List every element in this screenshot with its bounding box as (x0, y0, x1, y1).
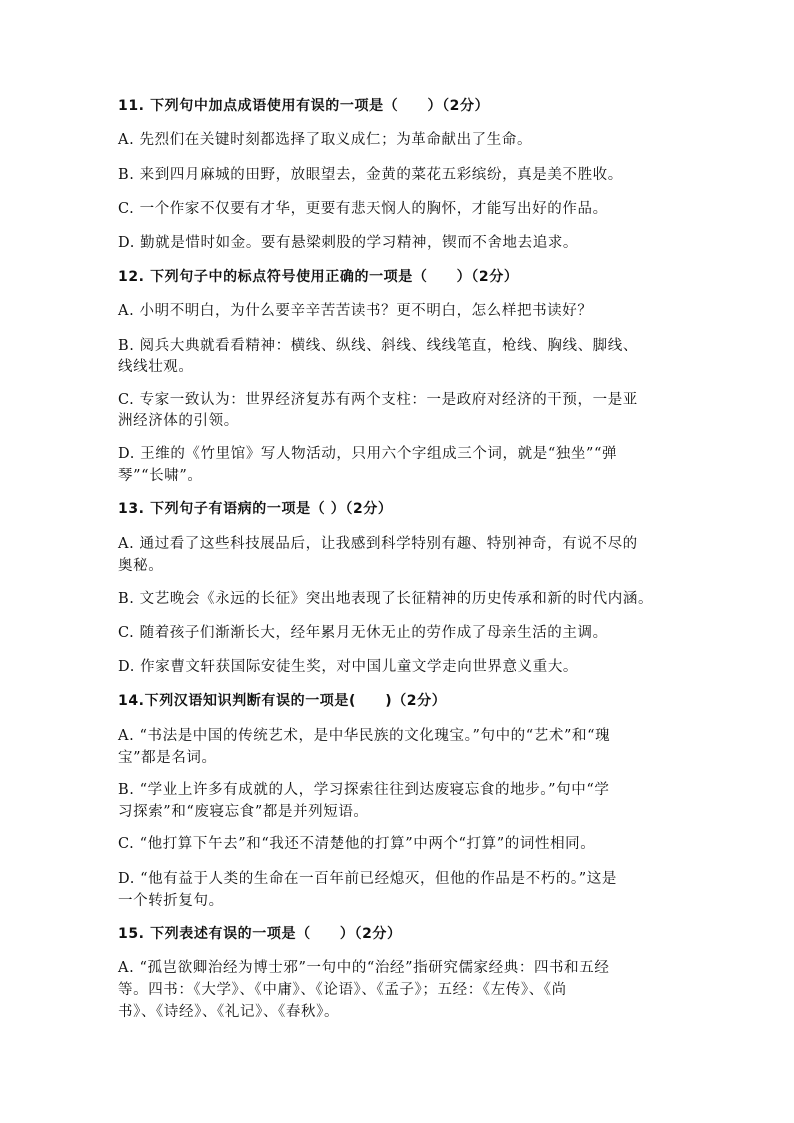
question-11-stem: 11. 下列句中加点成语使用有误的一项是（ ）（2分） (118, 98, 490, 114)
question-11-option-a: A. 先烈们在关键时刻都选择了取义成仁；为革命献出了生命。 (118, 132, 533, 148)
question-13-stem: 13. 下列句子有语病的一项是（ ）（2分） (118, 501, 393, 517)
question-11-option-c: C. 一个作家不仅要有才华，更要有悲天悯人的胸怀，才能写出好的作品。 (118, 201, 608, 217)
question-14-option-c: C. “他打算下午去”和“我还不清楚他的打算”中两个“打算”的词性相同。 (118, 836, 596, 852)
question-14-option-b-line2: 习探索”和“废寝忘食”都是并列短语。 (118, 804, 369, 820)
question-15-option-a-line2: 等。四书：《大学》、《中庸》、《论语》、《孟子》；五经：《左传》、《尚 (118, 982, 567, 998)
question-11-option-b: B. 来到四月麻城的田野，放眼望去，金黄的菜花五彩缤纷，真是美不胜收。 (118, 167, 623, 183)
question-12-stem: 12. 下列句子中的标点符号使用正确的一项是（ ）（2分） (118, 269, 519, 285)
question-12-option-a: A. 小明不明白，为什么要辛辛苦苦读书？更不明白，怎么样把书读好？ (118, 303, 593, 319)
question-14-option-b-line1: B. “学业上许多有成就的人，学习探索往往到达废寝忘食的地步。”句中“学 (118, 782, 610, 798)
question-13-option-d: D. 作家曹文轩获国际安徒生奖，对中国儿童文学走向世界意义重大。 (118, 659, 579, 675)
question-15-option-a-line3: 书》、《诗经》、《礼记》、《春秋》。 (118, 1004, 340, 1020)
question-12-option-c-line1: C. 专家一致认为：世界经济复苏有两个支柱：一是政府对经济的干预，一是亚 (118, 392, 638, 408)
question-12-option-b-line1: B. 阅兵大典就看看精神：横线、纵线、斜线、线线笔直，枪线、胸线、脚线、 (118, 338, 638, 354)
question-14-option-a-line1: A. “书法是中国的传统艺术，是中华民族的文化瑰宝。”句中的“艺术”和“瑰 (118, 728, 611, 744)
question-15-option-a-line1: A. “孤岂欲卿治经为博士邪”一句中的“治经”指研究儒家经典：四书和五经 (118, 960, 610, 976)
question-14-option-a-line2: 宝”都是名词。 (118, 750, 217, 766)
question-12-option-b-line2: 线线壮观。 (118, 359, 194, 375)
question-13-option-a-line2: 奥秘。 (118, 558, 164, 574)
question-13-option-a-line1: A. 通过看了这些科技展品后，让我感到科学特别有趣、特别神奇，有说不尽的 (118, 536, 638, 552)
question-14-option-d-line1: D. “他有益于人类的生命在一百年前已经熄灭，但他的作品是不朽的。”这是 (118, 871, 617, 887)
question-14-stem: 14.下列汉语知识判断有误的一项是( )（2分） (118, 693, 447, 709)
question-14-option-d-line2: 一个转折复句。 (118, 893, 224, 909)
question-13-option-c: C. 随着孩子们渐渐长大，经年累月无休无止的劳作成了母亲生活的主调。 (118, 625, 608, 641)
question-12-option-d-line1: D. 王维的《竹里馆》写人物活动，只用六个字组成三个词，就是“独坐”“弹 (118, 446, 618, 462)
question-12-option-d-line2: 琴”“长啸”。 (118, 468, 203, 484)
question-15-stem: 15. 下列表述有误的一项是（ ）（2分） (118, 926, 402, 942)
question-12-option-c-line2: 洲经济体的引领。 (118, 413, 239, 429)
question-11-option-d: D. 勤就是惜时如金。要有悬梁刺股的学习精神，锲而不舍地去追求。 (118, 235, 579, 251)
question-13-option-b: B. 文艺晚会《永远的长征》突出地表现了长征精神的历史传承和新的时代内涵。 (118, 591, 654, 607)
